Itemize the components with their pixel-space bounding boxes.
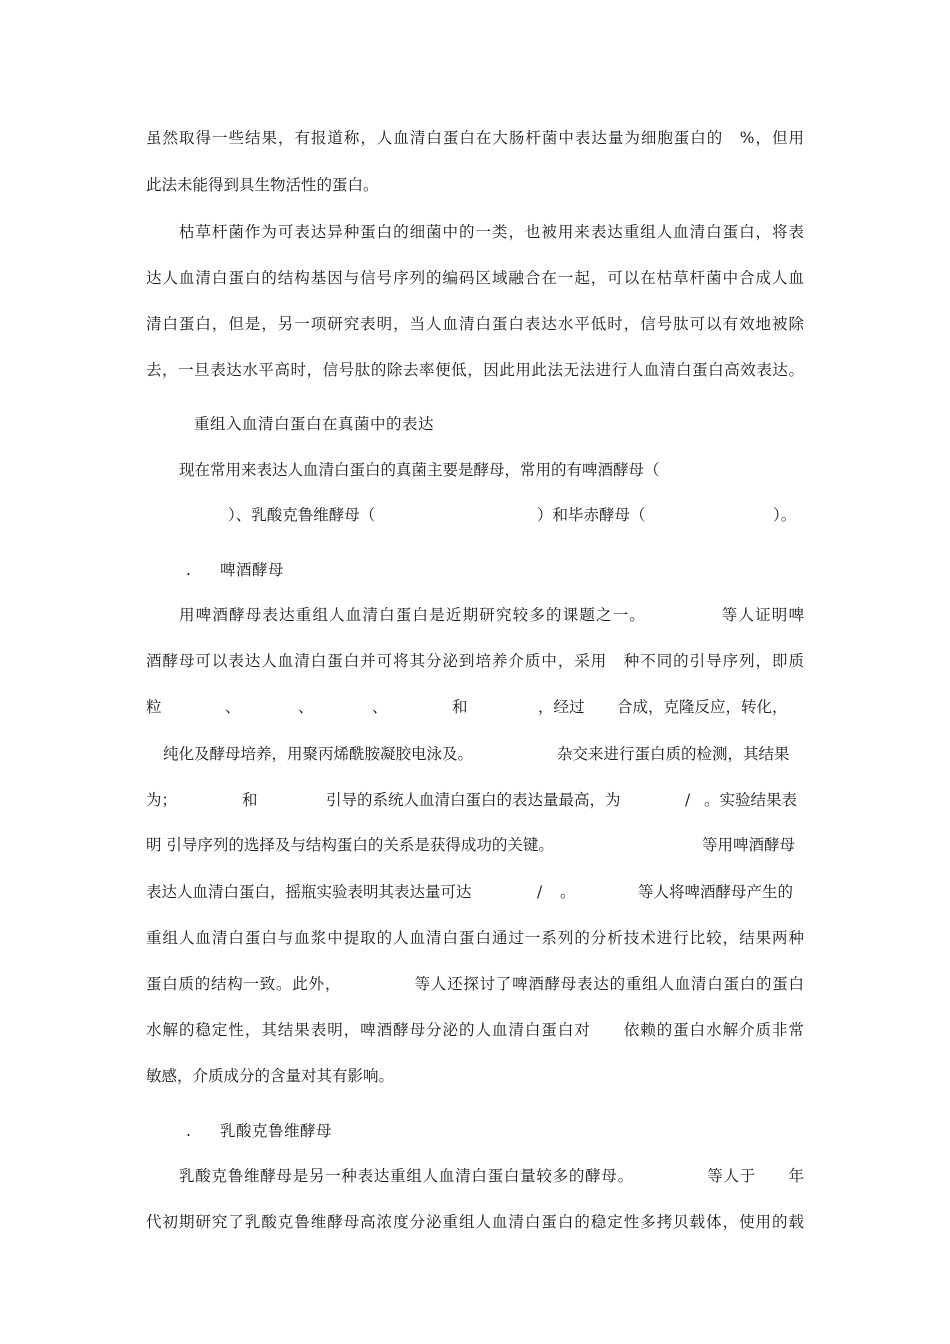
section-heading-fungi: 重组入血清白蛋白在真菌中的表达 xyxy=(194,415,435,433)
beer-line-4a: 纯化及酵母培养，用聚丙烯酰胺凝胶电泳及。 xyxy=(163,745,474,763)
beer-line-6a: 明 引导序列的选择及与结构蛋白的关系是获得成功的关键。 xyxy=(146,836,554,854)
section-number-beer-yeast: . xyxy=(186,561,191,579)
beer-line-4b: 杂交来进行蛋白质的检测，其结果 xyxy=(557,745,790,763)
intro-line-2: 此法未能得到具生物活性的蛋白。 xyxy=(146,176,379,194)
kluyveromyces-line-1: 乳酸克鲁维酵母是另一种表达重组人血清白蛋白量较多的酵母。 等人于 年 xyxy=(179,1167,804,1185)
beer-line-6b: 等用啤酒酵母 xyxy=(702,836,796,854)
beer-line-11: 敏感，介质成分的含量对其有影响。 xyxy=(146,1067,395,1085)
beer-line-9: 蛋白质的结构一致。此外， 等人还探讨了啤酒酵母表达的重组人血清白蛋白的蛋白 xyxy=(146,975,804,993)
section-heading-kluyveromyces: 乳酸克鲁维酵母 xyxy=(220,1122,333,1140)
kluyveromyces-line-2: 代初期研究了乳酸克鲁维酵母高浓度分泌重组人血清白蛋白的稳定性多拷贝载体，使用的载 xyxy=(146,1213,804,1231)
beer-line-5-item-5: 。实验结果表 xyxy=(704,791,798,809)
bacillus-line-3: 清白蛋白，但是，另一项研究表明，当人血清白蛋白表达水平低时，信号肽可以有效地被除 xyxy=(146,315,804,333)
beer-line-3-item-4: 、 xyxy=(372,698,388,716)
beer-line-3-item-1: 粒 xyxy=(146,698,162,716)
fungi-seg-c: ）。 xyxy=(773,506,797,524)
bacillus-line-2: 达人血清白蛋白的结构基因与信号序列的编码区域融合在一起，可以在枯草杆菌中合成人血 xyxy=(146,269,804,287)
beer-line-3-item-3: 、 xyxy=(298,698,314,716)
section-heading-beer-yeast: 啤酒酵母 xyxy=(220,561,285,579)
beer-line-3-item-5: 和 xyxy=(452,698,468,716)
beer-line-7b: / xyxy=(537,883,543,901)
beer-line-3-item-7: 合成，克隆反应，转化， xyxy=(617,698,788,716)
fungi-line-1: 现在常用来表达人血清白蛋白的真菌主要是酵母，常用的有啤酒酵母（ xyxy=(179,461,660,479)
beer-line-7a: 表达人血清白蛋白，摇瓶实验表明其表达量可达 xyxy=(146,883,472,901)
beer-line-5-item-1: 为； xyxy=(146,791,178,809)
beer-line-5-item-4: / xyxy=(685,791,691,809)
beer-line-1: 用啤酒酵母表达重组人血清白蛋白是近期研究较多的课题之一。 等人证明啤 xyxy=(179,606,804,624)
beer-line-7c: 。 xyxy=(560,883,576,901)
beer-line-3-item-2: 、 xyxy=(225,698,241,716)
beer-line-3-item-6: ，经过 xyxy=(538,698,585,716)
beer-line-5-item-2: 和 xyxy=(242,791,258,809)
beer-line-10: 水解的稳定性，其结果表明，啤酒酵母分泌的人血清白蛋白对 依赖的蛋白水解介质非常 xyxy=(146,1021,804,1039)
beer-line-8: 重组人血清白蛋白与血浆中提取的人血清白蛋白通过一系列的分析技术进行比较，结果两种 xyxy=(146,929,804,947)
bacillus-line-4: 去，一旦表达水平高时，信号肽的除去率便低，因此用此法无法进行人血清白蛋白高效表达。 xyxy=(146,361,804,379)
fungi-seg-a: ）、乳酸克鲁维酵母（ xyxy=(228,506,376,524)
beer-line-7d: 等人将啤酒酵母产生的 xyxy=(638,883,794,901)
beer-line-2: 酒酵母可以表达人血清白蛋白并可将其分泌到培养介质中，采用 种不同的引导序列，即质 xyxy=(146,652,804,670)
bacillus-line-1: 枯草杆菌作为可表达异种蛋白的细菌中的一类，也被用来表达重组人血清白蛋白，将表 xyxy=(179,223,804,241)
intro-line-1: 虽然取得一些结果，有报道称，人血清白蛋白在大肠杆菌中表达量为细胞蛋白的 %，但用 xyxy=(146,129,804,147)
section-number-kluyveromyces: . xyxy=(186,1122,191,1140)
fungi-seg-b: ）和毕赤酵母（ xyxy=(537,506,646,524)
beer-line-5-item-3: 引导的系统人血清白蛋白的表达量最高，为 xyxy=(326,791,621,809)
